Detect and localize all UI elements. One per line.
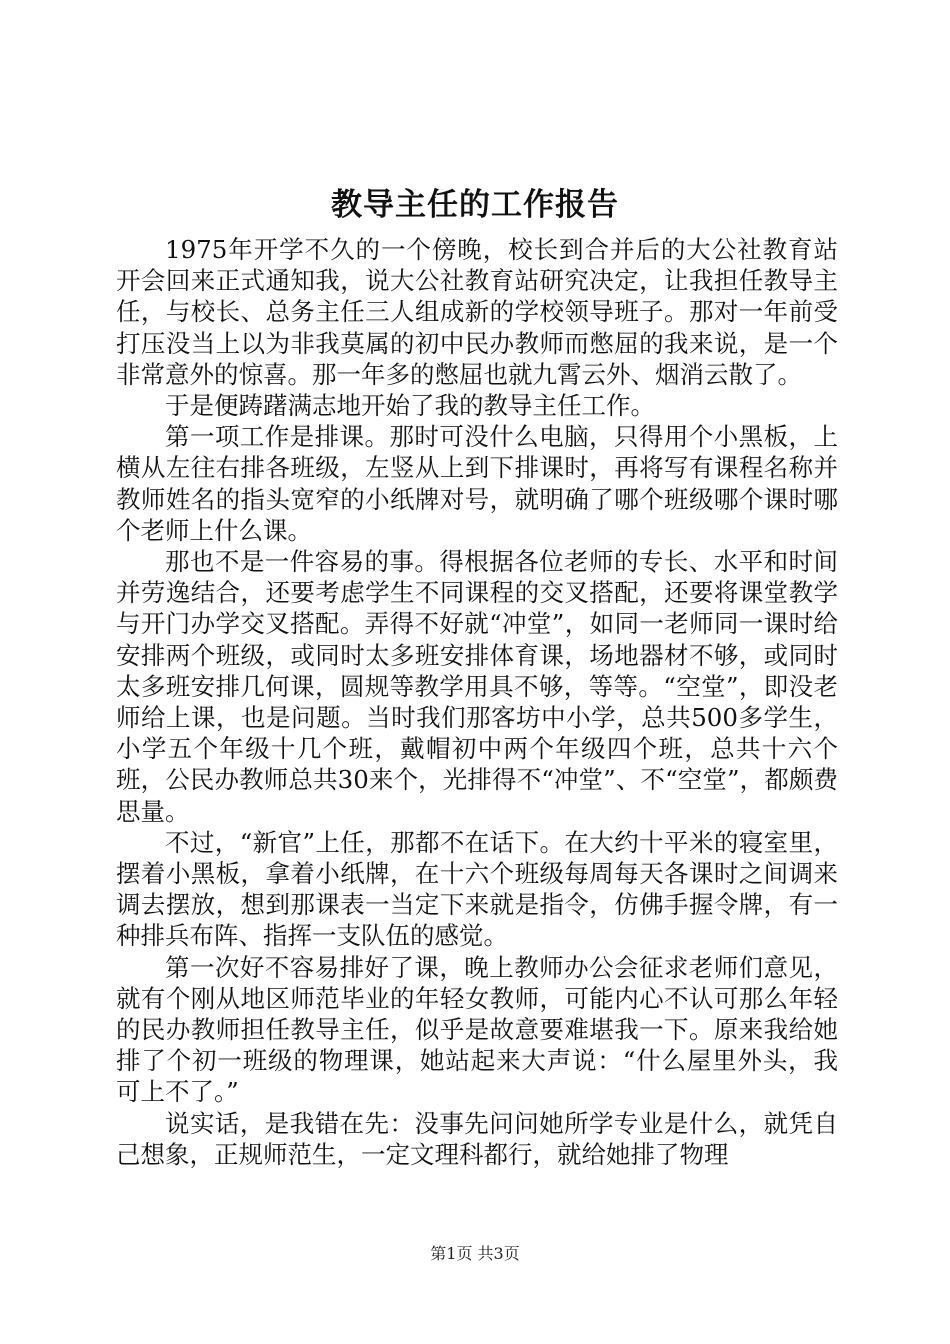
document-title: 教导主任的工作报告 xyxy=(331,187,619,223)
paragraph: 第一次好不容易排好了课，晚上教师办公会征求老师们意见，就有个刚从地区师范毕业的年轻女教师，可能内心不认可那么年轻的民办教师担任教导主任，似乎是故意要难堪我一下。原来我给她排了个初一班级的物理课，她站起来大声说：“什么屋里外头，我可上不了。” xyxy=(116,952,838,1107)
paragraph: 于是便踌躇满志地开始了我的教导主任工作。 xyxy=(165,391,655,421)
document-body xyxy=(116,234,838,1170)
paragraph: 那也不是一件容易的事。得根据各位老师的专长、水平和时间并劳逸结合，还要考虑学生不同课程的交叉搭配，还要将课堂教学与开门办学交叉搭配。弄得不好就“冲堂”，如同一老师同一课时给安排两个班级，或同时太多班安排体育课，场地器材不够，或同时太多班安排几何课，圆规等教学用具不够，等等。“空堂”，即没老师给上课，也是问题。当时我们那客坊中小学，总共500多学生，小学五个年级十几个班，戴帽初中两个年级四个班，总共十六个班，公民办教师总共30来个，光排得不“冲堂”、不“空堂”，都颇费思量。 xyxy=(116,547,838,826)
paragraph: 说实话，是我错在先：没事先问问她所学专业是什么，就凭自己想象，正规师范生，一定文理科都行，就给她排了物理 xyxy=(116,1108,838,1169)
paragraph: 1975年开学不久的一个傍晚，校长到合并后的大公社教育站开会回来正式通知我，说大公社教育站研究决定，让我担任教导主任，与校长、总务主任三人组成新的学校领导班子。那对一年前受打压没当上以为非我莫属的初中民办教师而憋屈的我来说，是一个非常意外的惊喜。那一年多的憋屈也就九霄云外、烟消云散了。 xyxy=(116,235,838,389)
paragraph: 不过，“新官”上任，那都不在话下。在大约十平米的寝室里，摆着小黑板，拿着小纸牌，在十六个班级每周每天各课时之间调来调去摆放，想到那课表一当定下来就是指令，仿佛手握令牌，有一种排兵布阵、指挥一支队伍的感觉。 xyxy=(116,827,838,951)
paragraph: 第一项工作是排课。那时可没什么电脑，只得用个小黑板，上横从左往右排各班级，左竖从上到下排课时，再将写有课程名称并教师姓名的指头宽窄的小纸牌对号，就明确了哪个班级哪个课时哪个老师上什么课。 xyxy=(116,422,838,545)
page-footer: 第1页 共3页 xyxy=(430,1244,520,1263)
